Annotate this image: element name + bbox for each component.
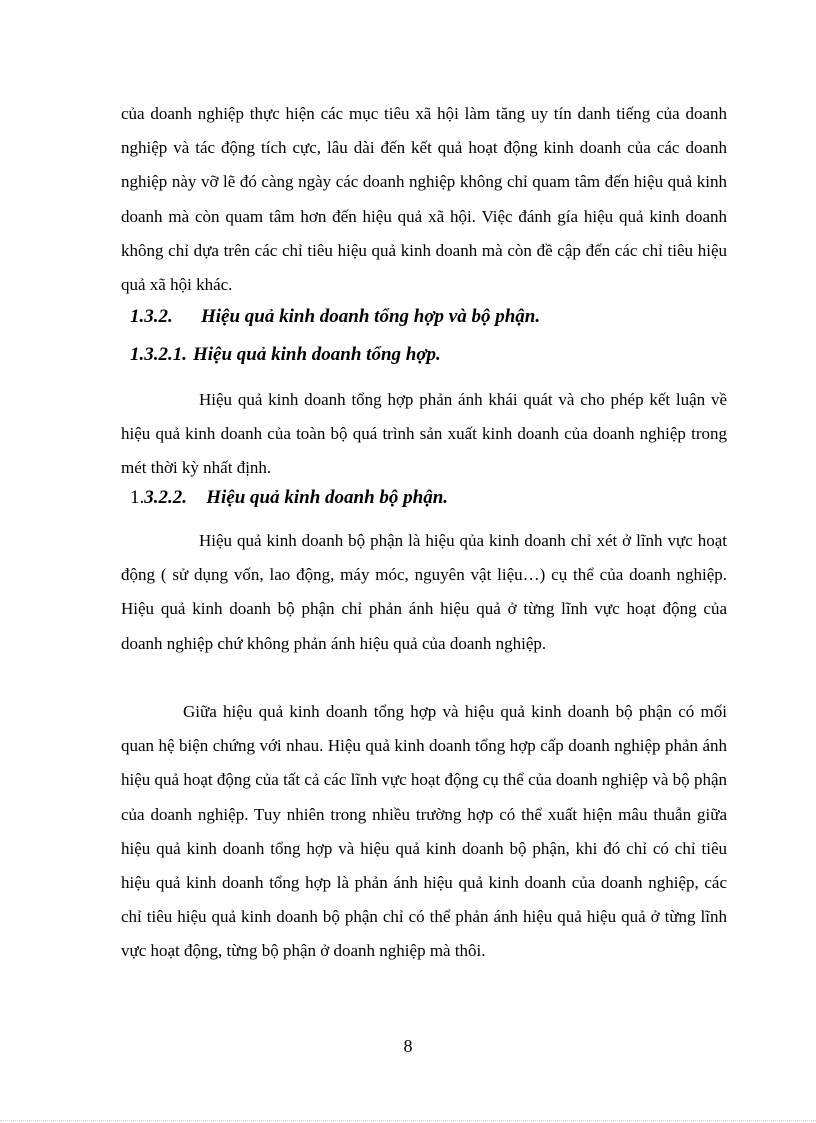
paragraph-relationship: Giữa hiệu quả kinh doanh tổng hợp và hiệu quả kinh doanh bộ phận có mối quan hệ biện chứng với nhau. Hiệu quả kinh doanh tổng hợp cấp doanh nghiệp phản ánh hiệu quả hoạt động của tất cả các lĩnh vực hoạt động cụ thể của doanh nghiệp và bộ phận của doanh nghiệp. Tuy nhiên trong nhiều trường hợp có thể xuất hiện mâu thuẫn giữa hiệu quả kinh doanh tổng hợp và hiệu quả kinh doanh bộ phận, khi đó chỉ có chỉ tiêu hiệu quả kinh doanh tổng hợp là phản ánh hiệu quả kinh doanh của doanh nghiệp, các chỉ tiêu hiệu quả kinh doanh bộ phận chỉ có thể phản ánh hiệu quả hiệu quả ở từng lĩnh vực hoạt động, từng bộ phận ở doanh nghiệp mà thôi. [121, 702, 727, 961]
heading-1-3-2-number: 1.3.2. [130, 306, 173, 327]
paragraph-social-efficiency: của doanh nghiệp thực hiện các mục tiêu xã hội làm tăng uy tín danh tiếng của doanh nghiệp và tác động tích cực, lâu dài đến kết quả hoạt động kinh doanh của các doanh nghiệp này vỡ lẽ đó càng ngày các doanh nghiệp không chỉ quam tâm đến hiệu quả kinh doanh mà còn quam tâm hơn đến hiệu quả xã hội. Việc đánh gía hiệu quả kinh doanh không chỉ dựa trên các chỉ tiêu hiệu quả kinh doanh mà còn đề cập đến các chỉ tiêu hiệu quả xã hội khác. [121, 104, 727, 295]
heading-1-3-2-1-title: Hiệu quả kinh doanh tổng hợp. [193, 344, 441, 365]
heading-1-3-2-2 [130, 487, 448, 509]
page-bottom-divider [0, 1120, 816, 1121]
paragraph-aggregate-efficiency: Hiệu quả kinh doanh tổng hợp phản ánh khái quát và cho phép kết luận về hiệu quả kinh doanh của toàn bộ quá trình sản xuất kinh doanh của doanh nghiệp trong mét thời kỳ nhất định. [121, 390, 727, 478]
heading-1-3-2-2-number-prefix: 1. [130, 487, 145, 508]
heading-1-3-2-1-number: 1.3.2.1. [130, 344, 187, 365]
heading-1-3-2-1 [130, 344, 441, 366]
heading-1-3-2 [130, 306, 540, 328]
heading-1-3-2-2-title: Hiệu quả kinh doanh bộ phận. [206, 487, 449, 508]
paragraph-partial-efficiency: Hiệu quả kinh doanh bộ phận là hiệu qủa kinh doanh chỉ xét ở lĩnh vực hoạt động ( sử dụng vốn, lao động, máy móc, nguyên vật liệu…) cụ thể của doanh nghiệp. Hiệu quả kinh doanh bộ phận chỉ phản ánh hiệu quả ở từng lĩnh vực hoạt động của doanh nghiệp chứ không phản ánh hiệu quả của doanh nghiệp. [121, 531, 727, 653]
page-number: 8 [403, 1036, 413, 1056]
heading-1-3-2-2-number: 3.2.2. [144, 487, 187, 508]
heading-1-3-2-title: Hiệu quả kinh doanh tổng hợp và bộ phận. [201, 306, 541, 327]
